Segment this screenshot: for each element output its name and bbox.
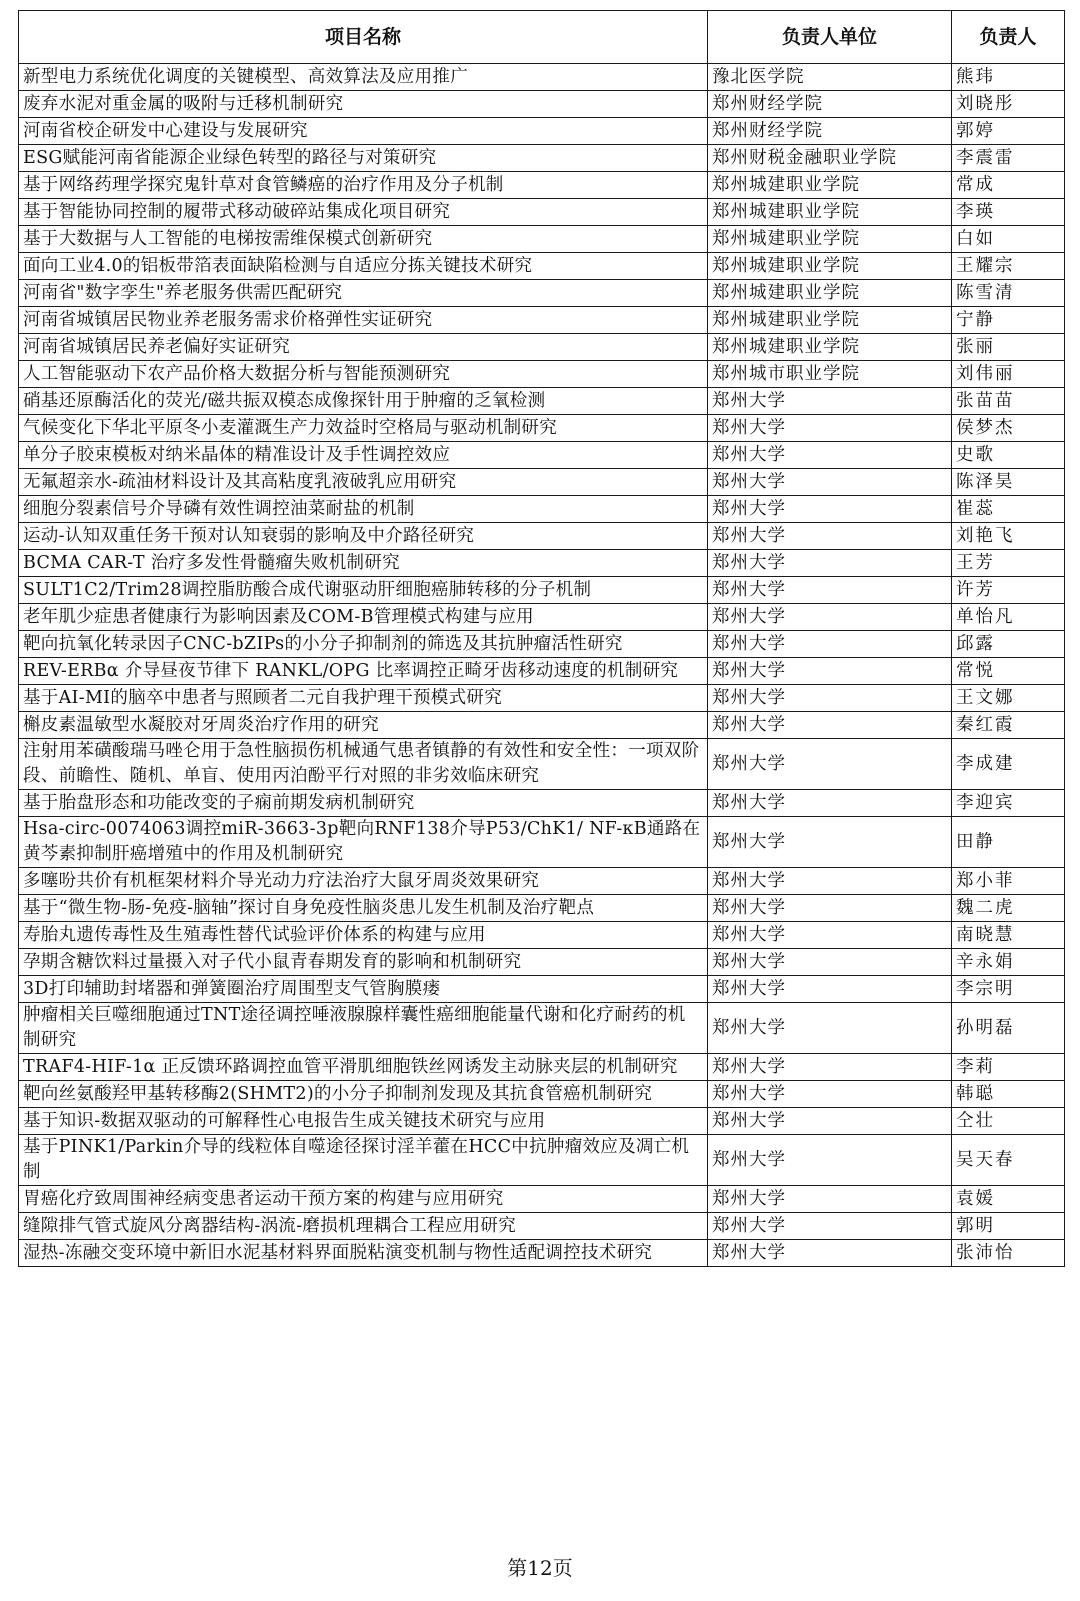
- table-row: [19, 739, 1065, 790]
- project-name-cell: 运动-认知双重任务干预对认知衰弱的影响及中介路径研究: [19, 523, 708, 550]
- unit-cell: 郑州大学: [708, 1108, 952, 1135]
- leader-cell: 韩聪: [952, 1081, 1065, 1108]
- project-name-cell: 靶向抗氧化转录因子CNC-bZIPs的小分子抑制剂的筛选及其抗肿瘤活性研究: [19, 631, 708, 658]
- table-header: [19, 11, 1065, 64]
- table-row: [19, 388, 1065, 415]
- project-name-cell: 河南省城镇居民物业养老服务需求价格弹性实证研究: [19, 307, 708, 334]
- leader-cell: 秦红霞: [952, 712, 1065, 739]
- unit-cell: 郑州大学: [708, 976, 952, 1003]
- unit-cell: 郑州城建职业学院: [708, 253, 952, 280]
- leader-cell: 李瑛: [952, 199, 1065, 226]
- header-unit: 负责人单位: [708, 11, 952, 64]
- table-row: [19, 577, 1065, 604]
- project-name-cell: 硝基还原酶活化的荧光/磁共振双模态成像探针用于肿瘤的乏氧检测: [19, 388, 708, 415]
- unit-cell: 郑州大学: [708, 817, 952, 868]
- project-name-cell: 基于网络药理学探究鬼针草对食管鳞癌的治疗作用及分子机制: [19, 172, 708, 199]
- unit-cell: 郑州大学: [708, 739, 952, 790]
- leader-cell: 熊玮: [952, 64, 1065, 91]
- project-name-cell: 寿胎丸遗传毒性及生殖毒性替代试验评价体系的构建与应用: [19, 922, 708, 949]
- leader-cell: 孙明磊: [952, 1003, 1065, 1054]
- project-name-cell: Hsa-circ-0074063调控miR-3663-3p靶向RNF138介导P53/ChK1/ NF-κB通路在黄芩素抑制肝癌增殖中的作用及机制研究: [19, 817, 708, 868]
- unit-cell: 郑州城建职业学院: [708, 280, 952, 307]
- leader-cell: 刘伟丽: [952, 361, 1065, 388]
- leader-cell: 单怡凡: [952, 604, 1065, 631]
- table-row: [19, 1054, 1065, 1081]
- leader-cell: 袁媛: [952, 1186, 1065, 1213]
- table-row: [19, 1003, 1065, 1054]
- project-name-cell: 气候变化下华北平原冬小麦灌溉生产力效益时空格局与驱动机制研究: [19, 415, 708, 442]
- unit-cell: 郑州城建职业学院: [708, 226, 952, 253]
- leader-cell: 李宗明: [952, 976, 1065, 1003]
- table-row: [19, 118, 1065, 145]
- unit-cell: 郑州大学: [708, 712, 952, 739]
- project-name-cell: 细胞分裂素信号介导磷有效性调控油菜耐盐的机制: [19, 496, 708, 523]
- table-row: [19, 604, 1065, 631]
- table-row: [19, 1240, 1065, 1267]
- project-name-cell: 靶向丝氨酸羟甲基转移酶2(SHMT2)的小分子抑制剂发现及其抗食管癌机制研究: [19, 1081, 708, 1108]
- leader-cell: 侯梦杰: [952, 415, 1065, 442]
- project-name-cell: 单分子胶束模板对纳米晶体的精准设计及手性调控效应: [19, 442, 708, 469]
- unit-cell: 郑州大学: [708, 1081, 952, 1108]
- unit-cell: 郑州城建职业学院: [708, 307, 952, 334]
- leader-cell: 陈泽昊: [952, 469, 1065, 496]
- project-name-cell: 河南省校企研发中心建设与发展研究: [19, 118, 708, 145]
- project-name-cell: 胃癌化疗致周围神经病变患者运动干预方案的构建与应用研究: [19, 1186, 708, 1213]
- unit-cell: 郑州大学: [708, 631, 952, 658]
- leader-cell: 辛永娟: [952, 949, 1065, 976]
- leader-cell: 郭婷: [952, 118, 1065, 145]
- table-row: [19, 334, 1065, 361]
- table-row: [19, 469, 1065, 496]
- table-row: [19, 415, 1065, 442]
- leader-cell: 张沛怡: [952, 1240, 1065, 1267]
- page-number: 第12页: [507, 1556, 573, 1580]
- leader-cell: 刘晓彤: [952, 91, 1065, 118]
- unit-cell: 郑州大学: [708, 388, 952, 415]
- leader-cell: 王文娜: [952, 685, 1065, 712]
- leader-cell: 常悦: [952, 658, 1065, 685]
- table-row: [19, 91, 1065, 118]
- project-name-cell: 缝隙排气管式旋风分离器结构-涡流-磨损机理耦合工程应用研究: [19, 1213, 708, 1240]
- table-row: [19, 199, 1065, 226]
- table-row: [19, 658, 1065, 685]
- leader-cell: 吴天春: [952, 1135, 1065, 1186]
- leader-cell: 许芳: [952, 577, 1065, 604]
- table-row: [19, 976, 1065, 1003]
- unit-cell: 郑州大学: [708, 1003, 952, 1054]
- project-name-cell: 基于智能协同控制的履带式移动破碎站集成化项目研究: [19, 199, 708, 226]
- table-row: [19, 1108, 1065, 1135]
- unit-cell: 郑州财经学院: [708, 91, 952, 118]
- unit-cell: 豫北医学院: [708, 64, 952, 91]
- table-row: [19, 307, 1065, 334]
- project-name-cell: 湿热-冻融交变环境中新旧水泥基材料界面脱粘演变机制与物性适配调控技术研究: [19, 1240, 708, 1267]
- project-name-cell: SULT1C2/Trim28调控脂肪酸合成代谢驱动肝细胞癌肺转移的分子机制: [19, 577, 708, 604]
- table-row: [19, 253, 1065, 280]
- table-row: [19, 1135, 1065, 1186]
- table-row: [19, 172, 1065, 199]
- project-name-cell: 基于胎盘形态和功能改变的子痫前期发病机制研究: [19, 790, 708, 817]
- leader-cell: 史歌: [952, 442, 1065, 469]
- leader-cell: 郭明: [952, 1213, 1065, 1240]
- leader-cell: 崔蕊: [952, 496, 1065, 523]
- table-row: [19, 145, 1065, 172]
- project-name-cell: 注射用苯磺酸瑞马唑仑用于急性脑损伤机械通气患者镇静的有效性和安全性：一项双阶段、前瞻性、随机、单盲、使用丙泊酚平行对照的非劣效临床研究: [19, 739, 708, 790]
- project-name-cell: 老年肌少症患者健康行为影响因素及COM-B管理模式构建与应用: [19, 604, 708, 631]
- table-row: [19, 895, 1065, 922]
- project-name-cell: 基于PINK1/Parkin介导的线粒体自噬途径探讨淫羊藿在HCC中抗肿瘤效应及凋亡机制: [19, 1135, 708, 1186]
- unit-cell: 郑州城建职业学院: [708, 334, 952, 361]
- table-row: [19, 442, 1065, 469]
- leader-cell: 常成: [952, 172, 1065, 199]
- project-name-cell: ESG赋能河南省能源企业绿色转型的路径与对策研究: [19, 145, 708, 172]
- unit-cell: 郑州大学: [708, 1240, 952, 1267]
- project-name-cell: 新型电力系统优化调度的关键模型、高效算法及应用推广: [19, 64, 708, 91]
- leader-cell: 郑小菲: [952, 868, 1065, 895]
- unit-cell: 郑州大学: [708, 577, 952, 604]
- unit-cell: 郑州城建职业学院: [708, 199, 952, 226]
- table-row: [19, 226, 1065, 253]
- project-name-cell: 面向工业4.0的铝板带箔表面缺陷检测与自适应分拣关键技术研究: [19, 253, 708, 280]
- unit-cell: 郑州大学: [708, 949, 952, 976]
- table-row: [19, 712, 1065, 739]
- project-name-cell: TRAF4-HIF-1α 正反馈环路调控血管平滑肌细胞铁丝网诱发主动脉夹层的机制研究: [19, 1054, 708, 1081]
- project-name-cell: 基于大数据与人工智能的电梯按需维保模式创新研究: [19, 226, 708, 253]
- unit-cell: 郑州财税金融职业学院: [708, 145, 952, 172]
- table-row: [19, 523, 1065, 550]
- table-row: [19, 1081, 1065, 1108]
- project-name-cell: 孕期含糖饮料过量摄入对子代小鼠青春期发育的影响和机制研究: [19, 949, 708, 976]
- unit-cell: 郑州大学: [708, 895, 952, 922]
- unit-cell: 郑州大学: [708, 1054, 952, 1081]
- leader-cell: 李莉: [952, 1054, 1065, 1081]
- table-row: [19, 1213, 1065, 1240]
- unit-cell: 郑州大学: [708, 604, 952, 631]
- unit-cell: 郑州大学: [708, 469, 952, 496]
- project-name-cell: 河南省"数字孪生"养老服务供需匹配研究: [19, 280, 708, 307]
- unit-cell: 郑州大学: [708, 523, 952, 550]
- unit-cell: 郑州大学: [708, 868, 952, 895]
- leader-cell: 魏二虎: [952, 895, 1065, 922]
- leader-cell: 白如: [952, 226, 1065, 253]
- project-name-cell: 基于知识-数据双驱动的可解释性心电报告生成关键技术研究与应用: [19, 1108, 708, 1135]
- leader-cell: 邱露: [952, 631, 1065, 658]
- leader-cell: 李成建: [952, 739, 1065, 790]
- project-name-cell: 肿瘤相关巨噬细胞通过TNT途径调控唾液腺腺样囊性癌细胞能量代谢和化疗耐药的机制研究: [19, 1003, 708, 1054]
- project-name-cell: 废弃水泥对重金属的吸附与迁移机制研究: [19, 91, 708, 118]
- leader-cell: 张苗苗: [952, 388, 1065, 415]
- leader-cell: 王耀宗: [952, 253, 1065, 280]
- table-body: [19, 64, 1065, 1267]
- project-name-cell: 人工智能驱动下农产品价格大数据分析与智能预测研究: [19, 361, 708, 388]
- project-name-cell: 基于“微生物-肠-免疫-脑轴”探讨自身免疫性脑炎患儿发生机制及治疗靶点: [19, 895, 708, 922]
- project-name-cell: BCMA CAR-T 治疗多发性骨髓瘤失败机制研究: [19, 550, 708, 577]
- unit-cell: 郑州大学: [708, 1135, 952, 1186]
- unit-cell: 郑州大学: [708, 496, 952, 523]
- project-name-cell: 无氟超亲水-疏油材料设计及其高粘度乳液破乳应用研究: [19, 469, 708, 496]
- table-row: [19, 631, 1065, 658]
- unit-cell: 郑州大学: [708, 550, 952, 577]
- leader-cell: 李迎宾: [952, 790, 1065, 817]
- unit-cell: 郑州大学: [708, 1213, 952, 1240]
- project-name-cell: 多噻吩共价有机框架材料介导光动力疗法治疗大鼠牙周炎效果研究: [19, 868, 708, 895]
- leader-cell: 田静: [952, 817, 1065, 868]
- leader-cell: 仝壮: [952, 1108, 1065, 1135]
- unit-cell: 郑州大学: [708, 442, 952, 469]
- table-row: [19, 868, 1065, 895]
- unit-cell: 郑州城建职业学院: [708, 172, 952, 199]
- project-name-cell: 河南省城镇居民养老偏好实证研究: [19, 334, 708, 361]
- project-name-cell: 槲皮素温敏型水凝胶对牙周炎治疗作用的研究: [19, 712, 708, 739]
- project-name-cell: REV-ERBα 介导昼夜节律下 RANKL/OPG 比率调控正畸牙齿移动速度的机制研究: [19, 658, 708, 685]
- table-row: [19, 922, 1065, 949]
- unit-cell: 郑州大学: [708, 658, 952, 685]
- project-table: [18, 10, 1065, 1267]
- table-row: [19, 1186, 1065, 1213]
- unit-cell: 郑州大学: [708, 790, 952, 817]
- table-row: [19, 361, 1065, 388]
- unit-cell: 郑州财经学院: [708, 118, 952, 145]
- header-leader: 负责人: [952, 11, 1065, 64]
- leader-cell: 李震雷: [952, 145, 1065, 172]
- unit-cell: 郑州城市职业学院: [708, 361, 952, 388]
- header-project-name: 项目名称: [19, 11, 708, 64]
- table-row: [19, 685, 1065, 712]
- unit-cell: 郑州大学: [708, 415, 952, 442]
- leader-cell: 刘艳飞: [952, 523, 1065, 550]
- leader-cell: 王芳: [952, 550, 1065, 577]
- table-row: [19, 64, 1065, 91]
- leader-cell: 南晓慧: [952, 922, 1065, 949]
- header-row: [19, 11, 1065, 64]
- table-row: [19, 280, 1065, 307]
- unit-cell: 郑州大学: [708, 685, 952, 712]
- project-name-cell: 基于AI-MI的脑卒中患者与照顾者二元自我护理干预模式研究: [19, 685, 708, 712]
- leader-cell: 陈雪清: [952, 280, 1065, 307]
- table-row: [19, 790, 1065, 817]
- table-row: [19, 496, 1065, 523]
- table-row: [19, 949, 1065, 976]
- project-name-cell: 3D打印辅助封堵器和弹簧圈治疗周围型支气管胸膜瘘: [19, 976, 708, 1003]
- unit-cell: 郑州大学: [708, 922, 952, 949]
- unit-cell: 郑州大学: [708, 1186, 952, 1213]
- table-row: [19, 817, 1065, 868]
- leader-cell: 宁静: [952, 307, 1065, 334]
- table-row: [19, 550, 1065, 577]
- leader-cell: 张丽: [952, 334, 1065, 361]
